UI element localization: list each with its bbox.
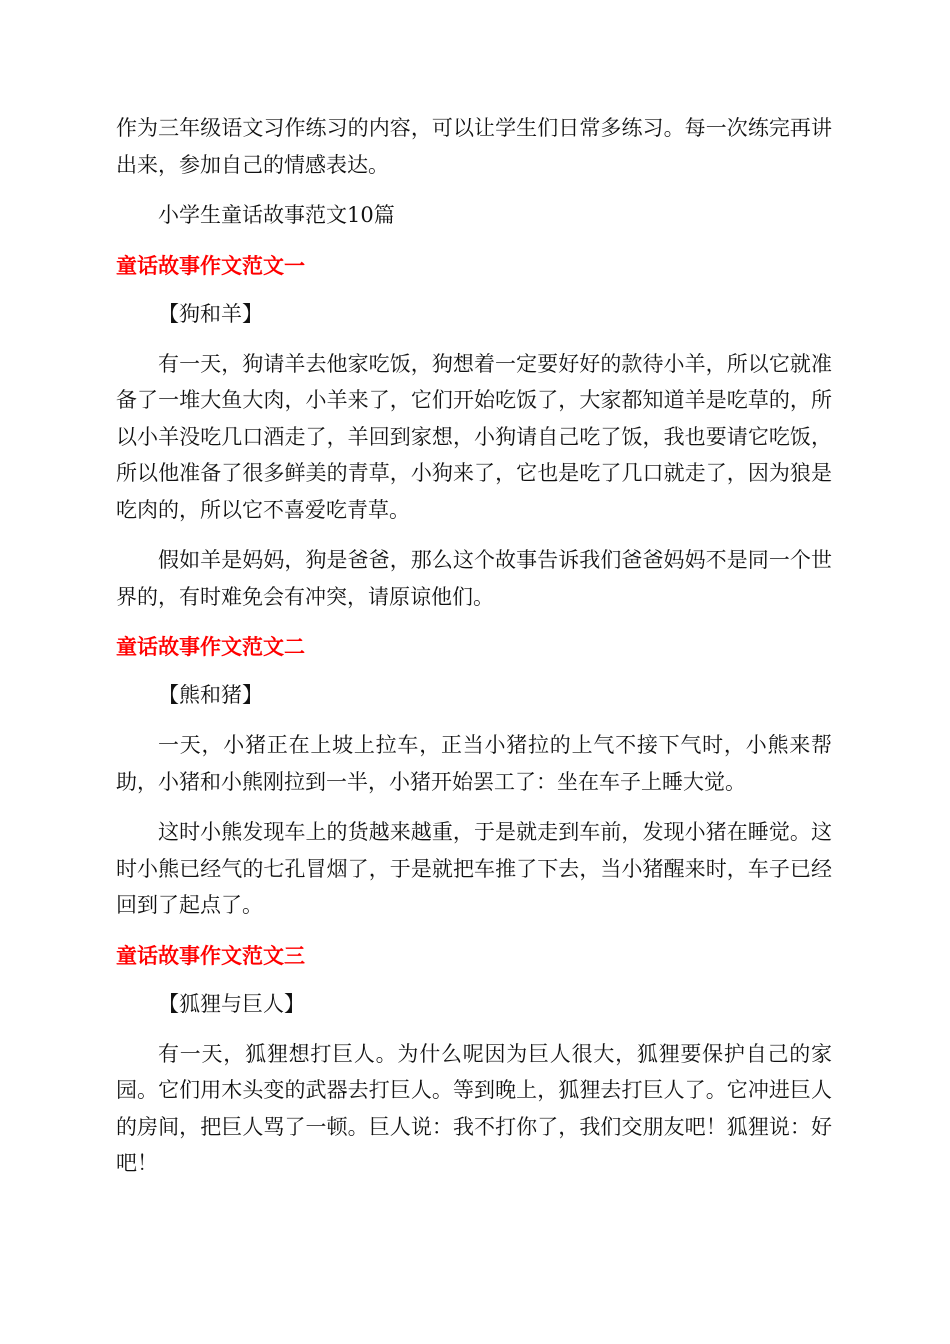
section-heading: 童话故事作文范文三 bbox=[116, 943, 305, 968]
section-heading: 童话故事作文范文二 bbox=[116, 635, 305, 659]
story-paragraph: 这时小熊发现车上的货越来越重，于是就走到车前，发现小猪在睡觉。这时小熊已经气的七孔冒烟了，于是就把车推了下去，当小猪醒来时，车子已经回到了起点了。 bbox=[116, 820, 832, 917]
section-3 bbox=[116, 938, 832, 1182]
document-page bbox=[116, 110, 832, 1196]
section-1 bbox=[116, 248, 832, 616]
section-heading: 童话故事作文范文一 bbox=[116, 253, 305, 278]
story-paragraph: 一天，小猪正在上坡上拉车，正当小猪拉的上气不接下气时，小熊来帮助，小猪和小熊刚拉到一半，小猪开始罢工了：坐在车子上睡大觉。 bbox=[116, 733, 832, 794]
story-paragraph: 有一天，狐狸想打巨人。为什么呢因为巨人很大，狐狸要保护自己的家园。它们用木头变的武器去打巨人。等到晚上，狐狸去打巨人了。它冲进巨人的房间，把巨人骂了一顿。巨人说：我不打你了，我们交朋友吧！狐狸说：好吧！ bbox=[116, 1041, 832, 1175]
story-paragraph: 有一天，狗请羊去他家吃饭，狗想着一定要好好的款待小羊，所以它就准备了一堆大鱼大肉，小羊来了，它们开始吃饭了，大家都知道羊是吃草的，所以小羊没吃几口酒走了，羊回到家想，小狗请自己吃了饭，我也要请它吃饭，所以他准备了很多鲜美的青草，小狗来了，它也是吃了几口就走了，因为狼是吃肉的，所以它不喜爱吃青草。 bbox=[116, 351, 832, 522]
story-title: 【狗和羊】 bbox=[158, 301, 263, 326]
section-2 bbox=[116, 629, 832, 924]
collection-title: 小学生童话故事范文10篇 bbox=[158, 203, 395, 227]
story-title: 【熊和猪】 bbox=[158, 683, 263, 707]
story-paragraph: 假如羊是妈妈，狗是爸爸，那么这个故事告诉我们爸爸妈妈不是同一个世界的，有时难免会有冲突，请原谅他们。 bbox=[116, 548, 832, 609]
intro-paragraph: 作为三年级语文习作练习的内容，可以让学生们日常多练习。每一次练完再讲出来，参加自己的情感表达。 bbox=[116, 116, 832, 177]
story-title: 【狐狸与巨人】 bbox=[158, 991, 305, 1016]
